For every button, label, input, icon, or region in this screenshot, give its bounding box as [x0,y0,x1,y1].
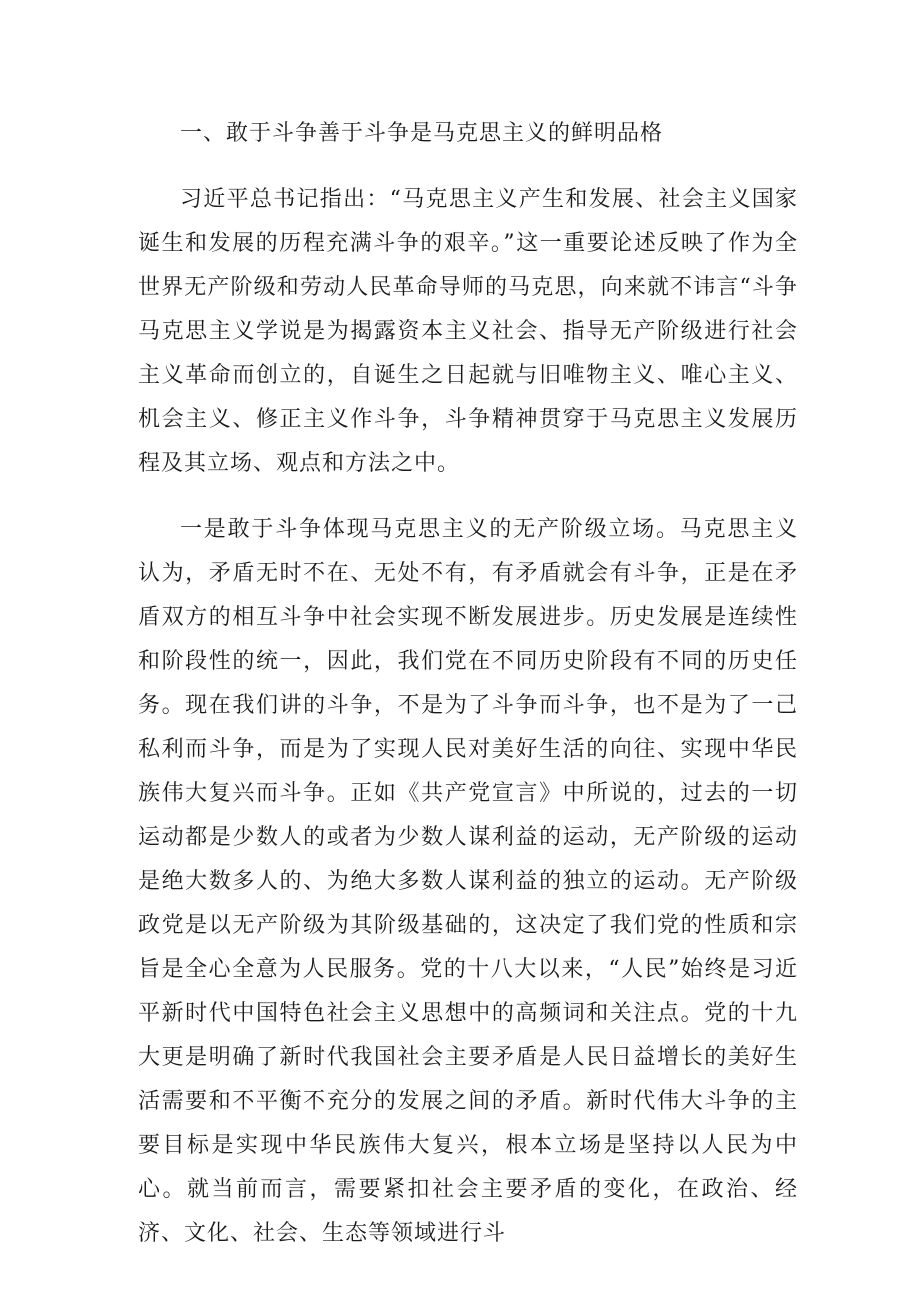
paragraph-point-one: 一是敢于斗争体现马克思主义的无产阶级立场。马克思主义认为，矛盾无时不在、无处不有，有矛盾就会有斗争，正是在矛盾双方的相互斗争中社会实现不断发展进步。历史发展是连续性和阶段性的统一，因此，我们党在不同历史阶段有不同的历史任务。现在我们讲的斗争，不是为了斗争而斗争，也不是为了一己私利而斗争，而是为了实现人民对美好生活的向往、实现中华民族伟大复兴而斗争。正如《共产党宣言》中所说的，过去的一切运动都是少数人的或者为少数人谋利益的运动，无产阶级的运动是绝大数多人的、为绝大多数人谋利益的独立的运动。无产阶级政党是以无产阶级为其阶级基础的，这决定了我们党的性质和宗旨是全心全意为人民服务。党的十八大以来，“人民”始终是习近平新时代中国特色社会主义思想中的高频词和关注点。党的十九大更是明确了新时代我国社会主要矛盾是人民日益增长的美好生活需要和不平衡不充分的发展之间的矛盾。新时代伟大斗争的主要目标是实现中华民族伟大复兴，根本立场是坚持以人民为中心。就当前而言，需要紧扣社会主要矛盾的变化，在政治、经济、文化、社会、生态等领域进行斗 [138,517,798,1246]
section-heading: 一、敢于斗争善于斗争是马克思主义的鲜明品格 [180,121,664,146]
document-body [138,112,798,1278]
paragraph-intro: 习近平总书记指出：“马克思主义产生和发展、社会主义国家诞生和发展的历程充满斗争的艰辛。”这一重要论述反映了作为全世界无产阶级和劳动人民革命导师的马克思，向来就不讳言“斗争马克思主义学说是为揭露资本主义社会、指导无产阶级进行社会主义革命而创立的，自诞生之日起就与旧唯物主义、唯心主义、机会主义、修正主义作斗争，斗争精神贯穿于马克思主义发展历程及其立场、观点和方法之中。 [138,187,798,476]
